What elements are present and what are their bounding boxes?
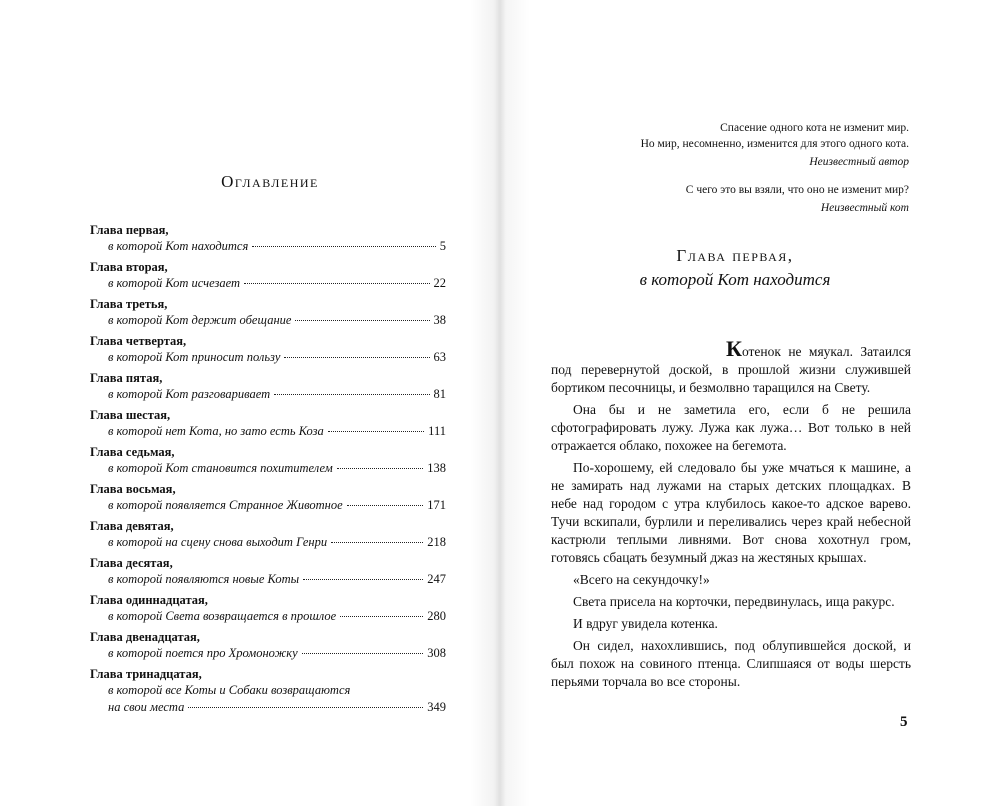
toc-entry[interactable] bbox=[90, 370, 446, 403]
toc-entry-page: 63 bbox=[433, 350, 446, 364]
toc-entry-page: 280 bbox=[427, 609, 446, 623]
toc-entry[interactable] bbox=[90, 407, 446, 440]
paragraph: Света присела на корточки, передвинулась, ища ракурс. bbox=[573, 594, 895, 609]
toc-entry-head: Глава первая, bbox=[90, 223, 169, 237]
toc-entry-sub-cont: на свои места bbox=[108, 700, 185, 714]
toc-entry[interactable] bbox=[90, 592, 446, 625]
toc-entry-head: Глава двенадцатая, bbox=[90, 630, 200, 644]
toc-entry-sub: в которой Кот держит обещание bbox=[108, 313, 292, 327]
toc-entry-sub: в которой появляется Странное Животное bbox=[108, 498, 343, 512]
paragraph-text: отенок не мяукал. Затаился под перевернутой доской, в прошлой жизни служившей бортиком песочницы, и безмолвно таращился на Свету. bbox=[551, 344, 911, 395]
toc-entry-page: 308 bbox=[427, 646, 446, 660]
toc-entry-page: 218 bbox=[427, 535, 446, 549]
epigraph-quote bbox=[589, 182, 909, 216]
toc-entry-sub: в которой все Коты и Собаки возвращаются bbox=[108, 683, 351, 697]
dropcap: К bbox=[726, 336, 742, 361]
toc-entry-sub: в которой нет Кота, но зато есть Коза bbox=[108, 424, 324, 438]
chapter-title-main: Глава первая, bbox=[676, 246, 794, 265]
toc-entry[interactable] bbox=[90, 629, 446, 662]
toc-entry-sub: в которой Кот разговаривает bbox=[108, 387, 271, 401]
toc-entry-sub: в которой появляются новые Коты bbox=[108, 572, 300, 586]
toc-entry-head: Глава третья, bbox=[90, 297, 168, 311]
epigraph-line: Но мир, несомненно, изменится для этого одного кота. bbox=[640, 138, 909, 150]
toc-entry-page: 138 bbox=[427, 461, 446, 475]
toc-entry-sub: в которой Кот становится похитителем bbox=[108, 461, 333, 475]
chapter-title bbox=[555, 244, 915, 292]
epigraph-line: Спасение одного кота не изменит мир. bbox=[720, 122, 909, 134]
toc-entry-sub: в которой поется про Хромоножку bbox=[108, 646, 298, 660]
toc-entry-head: Глава четвертая, bbox=[90, 334, 187, 348]
toc-leader-dots bbox=[340, 616, 423, 617]
paragraph: И вдруг увидела котенка. bbox=[573, 616, 718, 631]
toc-entry[interactable] bbox=[90, 296, 446, 329]
toc-entry-sub: в которой Кот исчезает bbox=[108, 276, 241, 290]
toc-entry-page: 5 bbox=[439, 239, 446, 253]
toc-list bbox=[90, 222, 446, 720]
toc-entry-head: Глава вторая, bbox=[90, 260, 168, 274]
toc-title: Оглавление bbox=[221, 172, 319, 191]
toc-leader-dots bbox=[295, 320, 429, 321]
epigraph-author: Неизвестный кот bbox=[820, 202, 909, 214]
toc-entry-page: 81 bbox=[433, 387, 446, 401]
toc-entry-sub: в которой Кот находится bbox=[108, 239, 249, 253]
toc-entry-page: 349 bbox=[427, 700, 446, 714]
toc-entry-head: Глава девятая, bbox=[90, 519, 174, 533]
toc-entry[interactable] bbox=[90, 259, 446, 292]
toc-entry[interactable] bbox=[90, 333, 446, 366]
toc-entry[interactable] bbox=[90, 222, 446, 255]
toc-entry-head: Глава шестая, bbox=[90, 408, 171, 422]
toc-leader-dots bbox=[303, 579, 423, 580]
toc-leader-dots bbox=[188, 707, 423, 708]
paragraph bbox=[551, 336, 911, 397]
epigraph-quote bbox=[589, 120, 909, 170]
paragraph: «Всего на секундочку!» bbox=[573, 572, 710, 587]
toc-entry-sub: в которой на сцену снова выходит Генри bbox=[108, 535, 328, 549]
epigraph bbox=[589, 120, 909, 228]
toc-entry-sub: в которой Света возвращается в прошлое bbox=[108, 609, 337, 623]
toc-entry-head: Глава десятая, bbox=[90, 556, 173, 570]
chapter-subtitle: в которой Кот находится bbox=[639, 270, 831, 289]
toc-entry-page: 22 bbox=[433, 276, 446, 290]
toc-entry-page: 38 bbox=[433, 313, 446, 327]
toc-leader-dots bbox=[284, 357, 429, 358]
paragraph: Она бы и не заметила его, если б не решила сфотографировать лужу. Лужа как лужа… Вот только в ней отражается облако, похожее на бегемота. bbox=[551, 402, 911, 453]
toc-leader-dots bbox=[347, 505, 424, 506]
toc-entry-head: Глава тринадцатая, bbox=[90, 667, 202, 681]
toc-entry-sub: в которой Кот приносит пользу bbox=[108, 350, 281, 364]
toc-entry-head: Глава седьмая, bbox=[90, 445, 175, 459]
epigraph-author: Неизвестный автор bbox=[809, 156, 909, 168]
toc-entry-page: 111 bbox=[428, 424, 446, 438]
page-number: 5 bbox=[900, 714, 908, 730]
chapter-body bbox=[551, 336, 911, 695]
toc-leader-dots bbox=[331, 542, 423, 543]
paragraph: По-хорошему, ей следовало бы уже мчаться к машине, а не замирать над лужами на старых детских площадках. В небе над городом с утра клубилось какое-то адское варево. Тучи вскипали, бурлили и переливались через край небесной кастрюли теплыми ливнями. Вот снова хохотнул гром, готовясь сбацать безумный джаз на жестяных крышах. bbox=[551, 460, 911, 565]
toc-leader-dots bbox=[337, 468, 424, 469]
toc-entry-page: 247 bbox=[427, 572, 446, 586]
toc-entry-last[interactable] bbox=[90, 666, 446, 716]
toc-entry[interactable] bbox=[90, 555, 446, 588]
toc-entry-head: Глава восьмая, bbox=[90, 482, 176, 496]
toc-entry[interactable] bbox=[90, 518, 446, 551]
toc-leader-dots bbox=[244, 283, 429, 284]
paragraph: Он сидел, нахохлившись, под облупившейся доской, и был похож на совиного птенца. Слипшаяся от воды шерсть перьями торчала во все стороны. bbox=[551, 638, 911, 689]
toc-entry[interactable] bbox=[90, 444, 446, 477]
toc-leader-dots bbox=[328, 431, 424, 432]
toc-leader-dots bbox=[274, 394, 429, 395]
toc-entry-head: Глава пятая, bbox=[90, 371, 163, 385]
epigraph-line: С чего это вы взяли, что оно не изменит мир? bbox=[685, 184, 909, 196]
toc-leader-dots bbox=[302, 653, 424, 654]
toc-entry-head: Глава одиннадцатая, bbox=[90, 593, 208, 607]
toc-entry-page: 171 bbox=[427, 498, 446, 512]
toc-entry[interactable] bbox=[90, 481, 446, 514]
book-gutter bbox=[470, 0, 530, 806]
toc-leader-dots bbox=[252, 246, 435, 247]
